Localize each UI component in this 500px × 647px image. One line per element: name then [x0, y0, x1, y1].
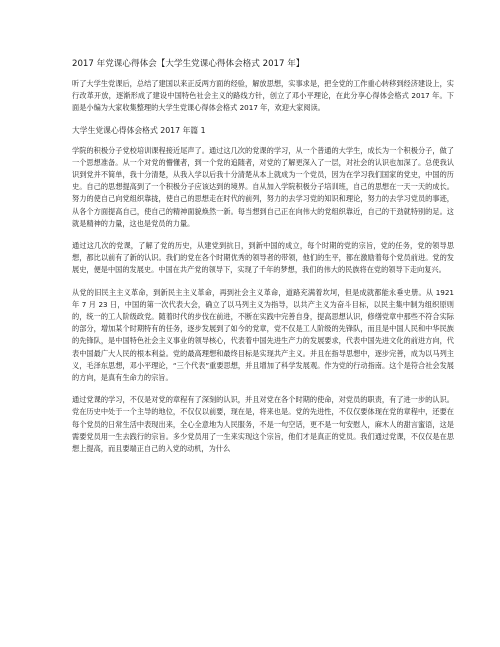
body-paragraph: 通过党课的学习，不仅是对党的章程有了深刻的认识，并且对党在各个时期的使命，对党员的职责，有了进一步的认识。党在历史中处于一个主导的地位，不仅仅以前要，现在是，将来也是。党的先进性，不仅仅要体现在党的章程中，还要在每个党员的日常生活中表现出来，全心全意地为人民服务，不是一句空话，更不是一句安慰人，麻木人的甜言蜜语，这是需要党员用一生去践行的宗旨。多少党员用了一生来实现这个宗旨，他们才是真正的党员。我们通过党课，不仅仅是在思想上提高，而且要端正自己的入党的动机，为什么 [72, 395, 454, 454]
intro-paragraph: 听了大学生党课后，总结了建国以来正反两方面的经验，解放思想，实事求是，把全党的工作重心转移到经济建设上，实行改革开放，逐渐形成了建设中国特色社会主义的路线方针，创立了邓小平理论，在此分享心得体会格式 2017 年。下面是小编为大家收集整理的大学生党课心得体会格式 2017 年，欢迎大家阅读。 [72, 79, 454, 113]
body-paragraph: 学院的积极分子党校培训课程接近尾声了。通过这几次的党课的学习，从一个普通的大学生，成长为一个积极分子，做了一个思想准备。从一个对党的懵懂者，到一个党的追随者，对党的了解更深入了一层，对社会的认识也加深了。总使我认识到党并不简单，我十分清楚，从我入学以后我十分清楚从本上就成为一个党员，因为在学习我们国家的党史，中国的历史。自己的思想提高到了一个积极分子应该达到的境界。自从加入学院积极分子培训班，自己的思想在一天一天的成长。努力的使自己向党组织靠拢，使自己的思想走在时代的前列，努力的去学习党的知识和理论，努力的去学习党员的事迹，从各个方面提高自己，使自己的精神面貌焕然一新。每当想到自己正在向伟大的党组织靠近，自己的干劲就特别的足。这就是精神的力量，这也是党员的力量。 [72, 145, 454, 228]
document-title: 2017 年党课心得体会【大学生党课心得体会格式 2017 年】 [72, 59, 305, 69]
body-paragraph: 通过这几次的党课，了解了党的历史，从建党到抗日，到新中国的成立，每个时期的党的宗旨，党的任务，党的领导思想，都比以前有了新的认识。我们的党在各个时期优秀的领导者的带领，他们的生平，都在激励着每个党员前进。党的发展史，便是中国的发展史。中国在共产党的领导下，实现了千年的梦想，我们的伟大的民族将在党的领导下走向复兴。 [72, 241, 454, 275]
section-heading: 大学生党课心得体会格式 2017 年篇 1 [72, 125, 206, 135]
body-paragraph: 从党的旧民主主义革命，到新民主主义革命，再到社会主义革命，道路充满着坎坷，但是成就都能永垂史册。从 1921 年 7 月 23 日，中国的第一次代表大会，确立了以马列主义为指导，以共产主义为奋斗目标，以民主集中制为组织原则的，统一的工人阶级政党。随着时代的步伐在前进，不断在实践中完善自身，提高思想认识，修缮党章中那些不符合实际的部分，增加某个时期特有的任务，逐步发展到了如今的党章，党不仅是工人阶级的先锋队，而且是中国人民和中华民族的先锋队，是中国特色社会主义事业的领导核心，代表着中国先进生产力的发展要求，代表中国先进文化的前进方向，代表中国最广大人民的根本利益。党的最高理想和最终目标是实现共产主义。并且在指导思想中，逐步完善，成为以马列主义，毛泽东思想，邓小平理论，“三个代表”重要思想，并且增加了科学发展观。作为党的行动指南。这个是符合社会发展的方向，是真有生命力的宗旨。 [72, 287, 454, 383]
